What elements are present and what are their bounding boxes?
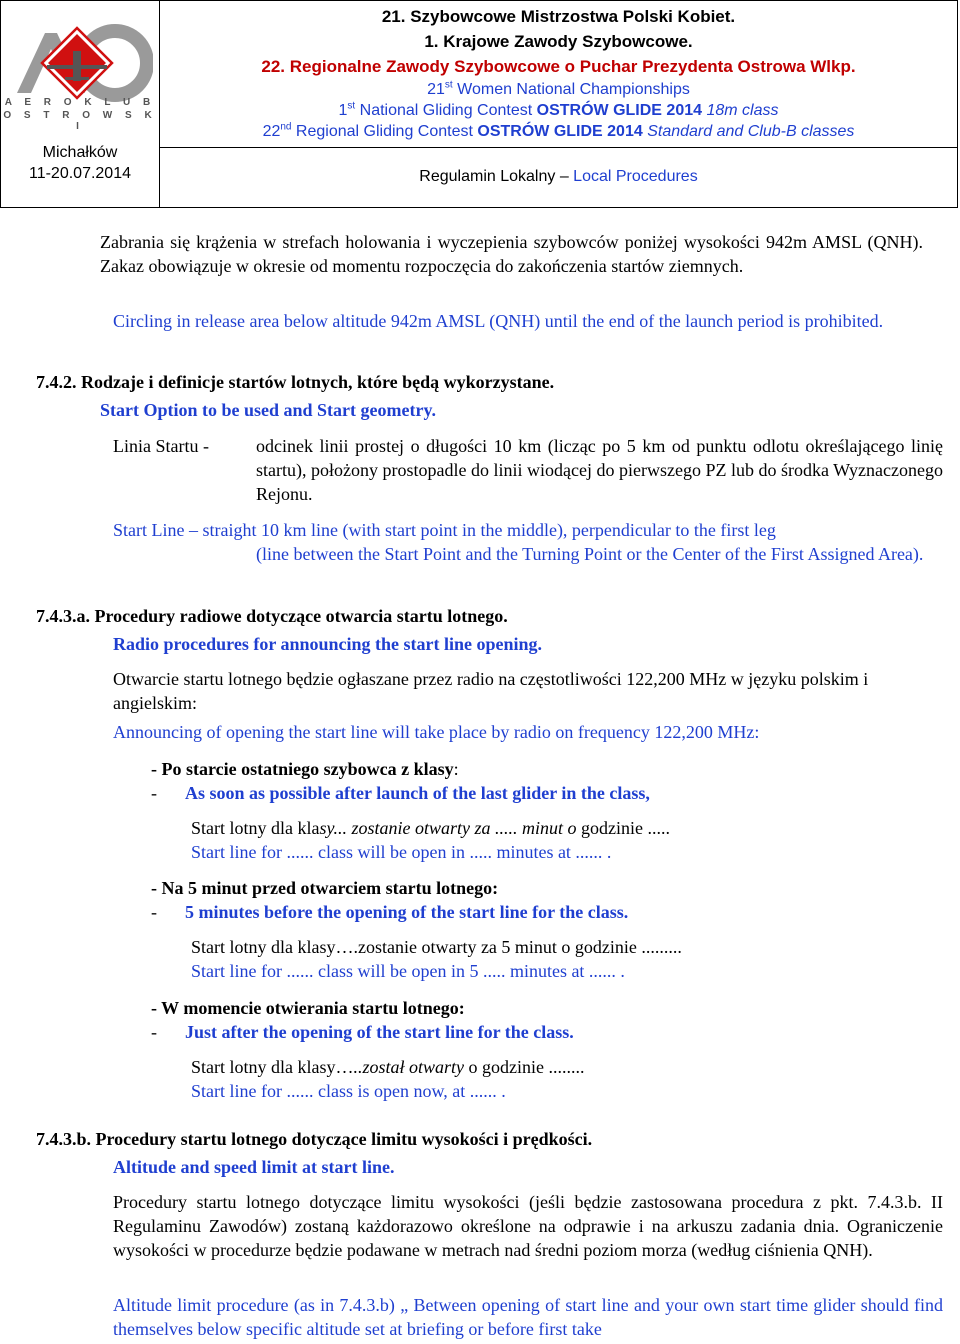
case1-message-en: Start line for ...... class will be open in ..... minutes at ...... . [191,842,612,862]
altitude-text-en: Altitude limit procedure (as in 7.4.3.b) „ Between opening of start line and your own start time glider should find themselves below specific altitude set at briefing or before first take [113,1295,943,1339]
case1-heading-pl: - Po starcie ostatniego szybowca z klasy: [151,759,459,779]
header-subtitle: Regulamin Lokalny – Local Procedures [419,168,698,185]
case2-dash: - [151,902,157,922]
subtitle-pl: Regulamin Lokalny [419,168,556,185]
title-pl-2: 1. Krajowe Zawody Szybowcowe. [424,32,693,51]
section-7-4-3b-heading-en: Altitude and speed limit at start line. [113,1157,395,1177]
radio-text-pl: Otwarcie startu lotnego będzie ogłaszane przez radio na częstotliwości 122,200 MHz w języku polskim i angielskim: [113,669,869,713]
case3-dash: - [151,1022,157,1042]
title-en-2: 1st National Gliding Contest OSTRÓW GLIDE 2014 18m class [338,100,779,119]
case3-message-en: Start line for ...... class is open now, at ...... . [191,1081,506,1101]
case2-heading-pl: - Na 5 minut przed otwarciem startu lotnego: [151,878,499,898]
case1-heading-en: As soon as possible after launch of the last glider in the class, [185,783,650,803]
logo-line-ostrowski: O S T R O W S K I [3,110,157,132]
header-title-cell [160,1,957,207]
radio-text-en: Announcing of opening the start line will take place by radio on frequency 122,200 MHz: [113,722,760,742]
logo-line-aeroklub: A E R O K L U B [4,97,156,108]
case2-heading-en: 5 minutes before the opening of the start line for the class. [185,902,629,922]
start-line-text-pl: odcinek linii prostej o długości 10 km (licząc po 5 km od punktu odlotu określającego linię startu), położony prostopadle do linii wiodącej do pierwszego PZ lub do środka Wyznaczonego Rejonu. [256,436,943,504]
section-7-4-2-heading: 7.4.2. Rodzaje i definicje startów lotnych, które będą wykorzystane. [36,372,555,392]
case3-heading-en: Just after the opening of the start line for the class. [185,1022,574,1042]
case3-message-pl: Start lotny dla klasy…..został otwarty o godzinie ........ [191,1057,585,1077]
section-7-4-3b-heading: 7.4.3.b. Procedury startu lotnego dotyczące limitu wysokości i prędkości. [36,1129,593,1149]
case3-heading-pl: - W momencie otwierania startu lotnego: [151,998,465,1018]
start-line-label-pl: Linia Startu - [113,436,209,456]
section-7-4-2-heading-en: Start Option to be used and Start geometry. [100,400,436,420]
para-circling-en: Circling in release area below altitude 942m AMSL (QNH) until the end of the launch period is prohibited. [113,311,884,331]
case2-message-en: Start line for ...... class will be open in 5 ..... minutes at ...... . [191,961,625,981]
header-titles [160,1,957,148]
document-header [0,0,958,208]
title-pl-1: 21. Szybowcowe Mistrzostwa Polski Kobiet. [381,7,736,26]
header-dates: 11-20.07.2014 [28,165,131,182]
section-7-4-3a-heading: 7.4.3.a. Procedury radiowe dotyczące otwarcia startu lotnego. [36,606,508,626]
para-circling-pl: Zabrania się krążenia w strefach holowania i wyczepienia szybowców poniżej wysokości 942m AMSL (QNH). Zakaz obowiązuje w okresie od momentu rozpoczęcia do zakończenia startów ziemnych. [100,232,923,276]
case1-message-pl: Start lotny dla klasy... zostanie otwarty za ..... minut o godzinie ..... [191,818,670,838]
header-logo-cell [1,1,160,207]
header-place: Michałków [42,144,118,161]
title-en-1: 21st Women National Championships [427,79,690,98]
altitude-text-pl: Procedury startu lotnego dotyczące limitu wysokości (jeśli będzie zastosowana procedura z pkt. 7.4.3.b. II Regulaminu Zawodów) zostaną każdorazowo określone na odprawie i na arkuszu zadania dnia. Ograniczenie wysokości w procedurze będzie podawane w metrach nad średni poziom morza (według ciśnienia QNH). [113,1192,943,1260]
start-line-en-line1: Start Line – straight 10 km line (with start point in the middle), perpendicular to the first leg [113,520,776,540]
case1-dash: - [151,783,157,803]
title-en-3: 22nd Regional Gliding Contest OSTRÓW GLIDE 2014 Standard and Club-B classes [262,121,855,140]
case2-message-pl: Start lotny dla klasy….zostanie otwarty za 5 minut o godzinie ......... [191,937,682,957]
section-7-4-3a-heading-en: Radio procedures for announcing the start line opening. [113,634,543,654]
start-line-en-line2: (line between the Start Point and the Turning Point or the Center of the First Assigned Area). [256,544,924,564]
subtitle-en: Local Procedures [573,168,698,185]
title-pl-3: 22. Regionalne Zawody Szybowcowe o Puchar Prezydenta Ostrowa Wlkp. [261,57,856,76]
